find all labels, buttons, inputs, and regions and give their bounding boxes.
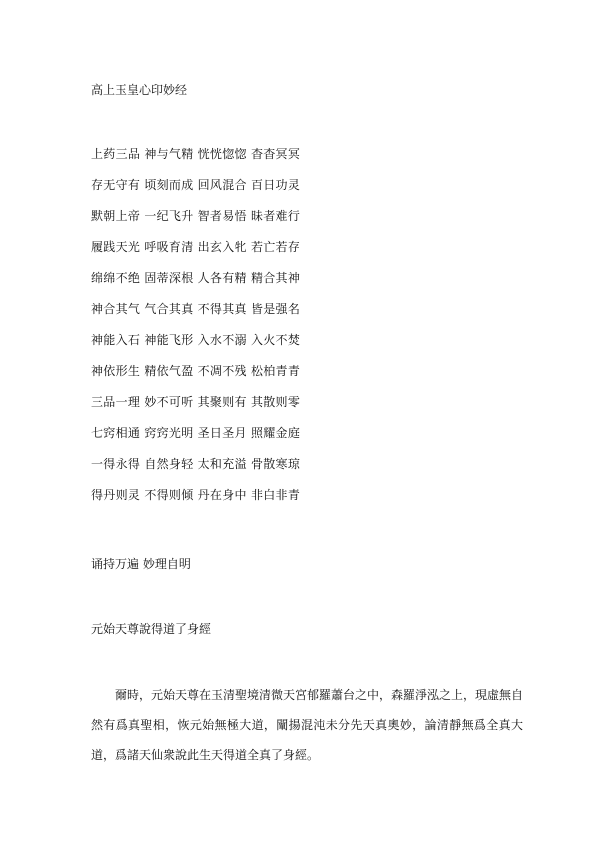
verse-line: 神合其气 气合其真 不得其真 皆是强名 bbox=[91, 302, 301, 316]
closing-line: 诵持万遍 妙理自明 bbox=[91, 557, 191, 571]
verse-line: 三品一理 妙不可听 其聚则有 其散则零 bbox=[91, 395, 301, 409]
verse-line: 神依形生 精依气盈 不凋不残 松柏青青 bbox=[91, 364, 301, 378]
body-paragraph: 爾時，元始天尊在玉清聖境清微天宮郁羅蕭台之中，森羅淨泓之上，現虛無自然有爲真聖相，恢元始無極大道，闡揚混沌未分先天真奧妙，論清靜無爲全真大道，爲諸天仙衆說此生天得道全真了身經。 bbox=[91, 688, 524, 762]
verse-line: 一得永得 自然身轻 太和充溢 骨散寒琼 bbox=[91, 457, 301, 471]
section-title: 元始天尊說得道了身經 bbox=[91, 622, 212, 636]
verse-list bbox=[91, 145, 300, 517]
verse-line: 七窍相通 窍窍光明 圣日圣月 照耀金庭 bbox=[91, 426, 301, 440]
document-title: 高上玉皇心印妙经 bbox=[91, 83, 188, 97]
verse-line: 上药三品 神与气精 恍恍惚惚 杳杳冥冥 bbox=[91, 147, 301, 161]
verse-line: 得丹则灵 不得则倾 丹在身中 非白非青 bbox=[91, 488, 301, 502]
verse-line: 绵绵不绝 固蒂深根 人各有精 精合其神 bbox=[91, 271, 301, 285]
verse-line: 履践天光 呼吸育清 出玄入牝 若亡若存 bbox=[91, 240, 301, 254]
verse-line: 默朝上帝 一纪飞升 智者易悟 昧者难行 bbox=[91, 209, 301, 223]
verse-line: 神能入石 神能飞形 入水不溺 入火不焚 bbox=[91, 333, 301, 347]
verse-line: 存无守有 顷刻而成 回风混合 百日功灵 bbox=[91, 178, 301, 192]
